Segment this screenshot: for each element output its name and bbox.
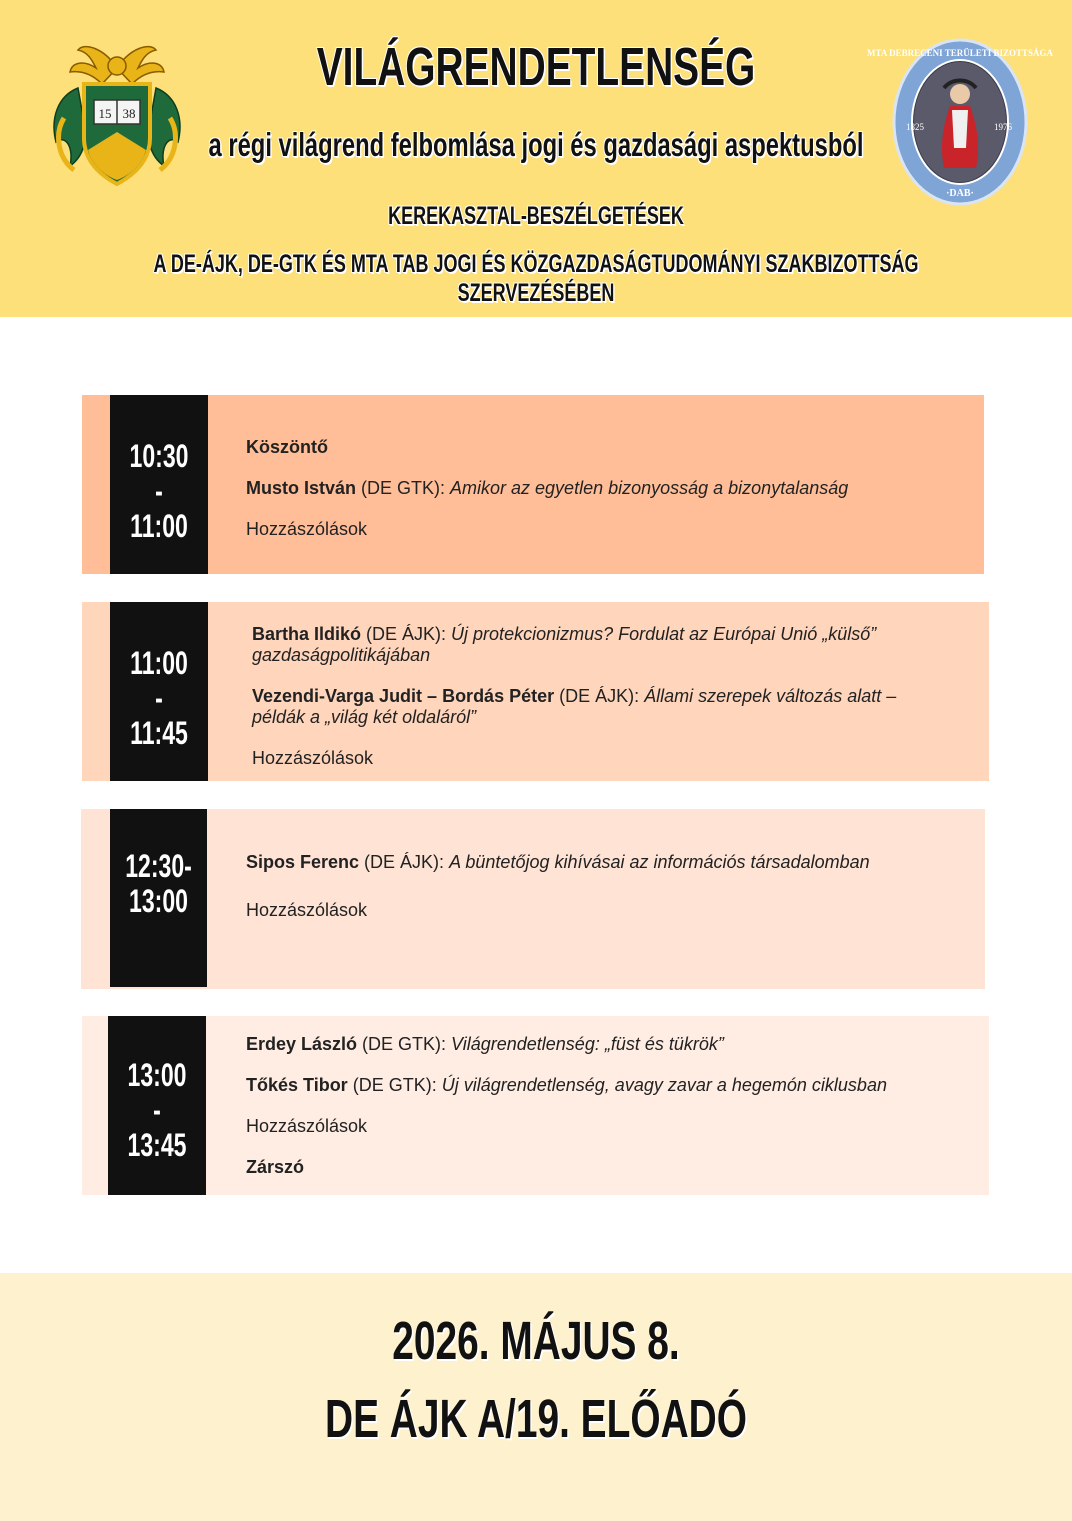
svg-text:38: 38 — [122, 106, 136, 121]
svg-text:·DAB·: ·DAB· — [946, 188, 974, 199]
svg-text:15: 15 — [98, 106, 112, 121]
time-end: 13:00 — [129, 883, 188, 919]
event-venue: DE ÁJK A/19. ELŐADÓ — [324, 1389, 748, 1449]
time-end: 11:45 — [130, 715, 188, 751]
subtitle: a régi világrend felbomlása jogi és gazdasági aspektusból — [208, 126, 864, 163]
time-start: 11:00 - — [130, 645, 188, 716]
svg-text:MTA DEBRECENI TERÜLETI BIZOTTS: MTA DEBRECENI TERÜLETI BIZOTTSÁGA — [867, 48, 1053, 58]
list-item: Musto István (DE GTK): Amikor az egyetlen bizonyosság a bizonytalanság — [246, 478, 849, 498]
list-item: Erdey László (DE GTK): Világrendetlenség: „füst és tükrök” — [246, 1034, 724, 1054]
list-item: Hozzászólások — [252, 748, 374, 768]
time-start: 10:30 - — [129, 438, 189, 509]
session-content — [246, 852, 966, 921]
time-end: 11:00 — [130, 508, 188, 544]
session-time — [110, 602, 208, 781]
session-time — [110, 809, 207, 987]
list-item: Zárszó — [246, 1157, 305, 1177]
time-start: 12:30- — [125, 848, 192, 884]
session-content — [246, 437, 966, 540]
organizers: A DE-ÁJK, DE-GTK ÉS MTA TAB JOGI ÉS KÖZGAZDASÁGTUDOMÁNYI SZAKBIZOTTSÁG SZERVEZÉSÉBEN — [153, 250, 919, 307]
time-start: 13:00 - — [127, 1057, 187, 1128]
svg-text:1976: 1976 — [994, 122, 1012, 132]
session-3 — [81, 809, 985, 989]
session-time — [108, 1016, 206, 1195]
session-time — [110, 395, 208, 574]
list-item: Vezendi-Varga Judit – Bordás Péter (DE ÁJK): Állami szerepek változás alatt – példák a „világ két oldaláról” — [252, 686, 897, 727]
session-2 — [82, 602, 989, 781]
svg-text:1825: 1825 — [906, 122, 924, 132]
list-item: Hozzászólások — [246, 900, 368, 920]
list-item: Sipos Ferenc (DE ÁJK): A büntetőjog kihívásai az információs társadalomban — [246, 852, 870, 872]
session-1 — [82, 395, 984, 574]
event-date: 2026. MÁJUS 8. — [392, 1311, 680, 1371]
list-item: Bartha Ildikó (DE ÁJK): Új protekcionizmus? Fordulat az Európai Unió „külső” gazdaságpolitikájában — [252, 624, 877, 665]
list-item: Hozzászólások — [246, 519, 368, 539]
list-item: Tőkés Tibor (DE GTK): Új világrendetlenség, avagy zavar a hegemón ciklusban — [246, 1075, 887, 1095]
session-content — [252, 624, 932, 769]
time-end: 13:45 — [127, 1127, 187, 1163]
event-type: KEREKASZTAL-BESZÉLGETÉSEK — [388, 202, 684, 230]
session-content — [246, 1034, 966, 1178]
list-item: Köszöntő — [246, 437, 328, 457]
list-item: Hozzászólások — [246, 1116, 368, 1136]
session-4 — [82, 1016, 989, 1195]
main-title: VILÁGRENDETLENSÉG — [316, 37, 756, 97]
